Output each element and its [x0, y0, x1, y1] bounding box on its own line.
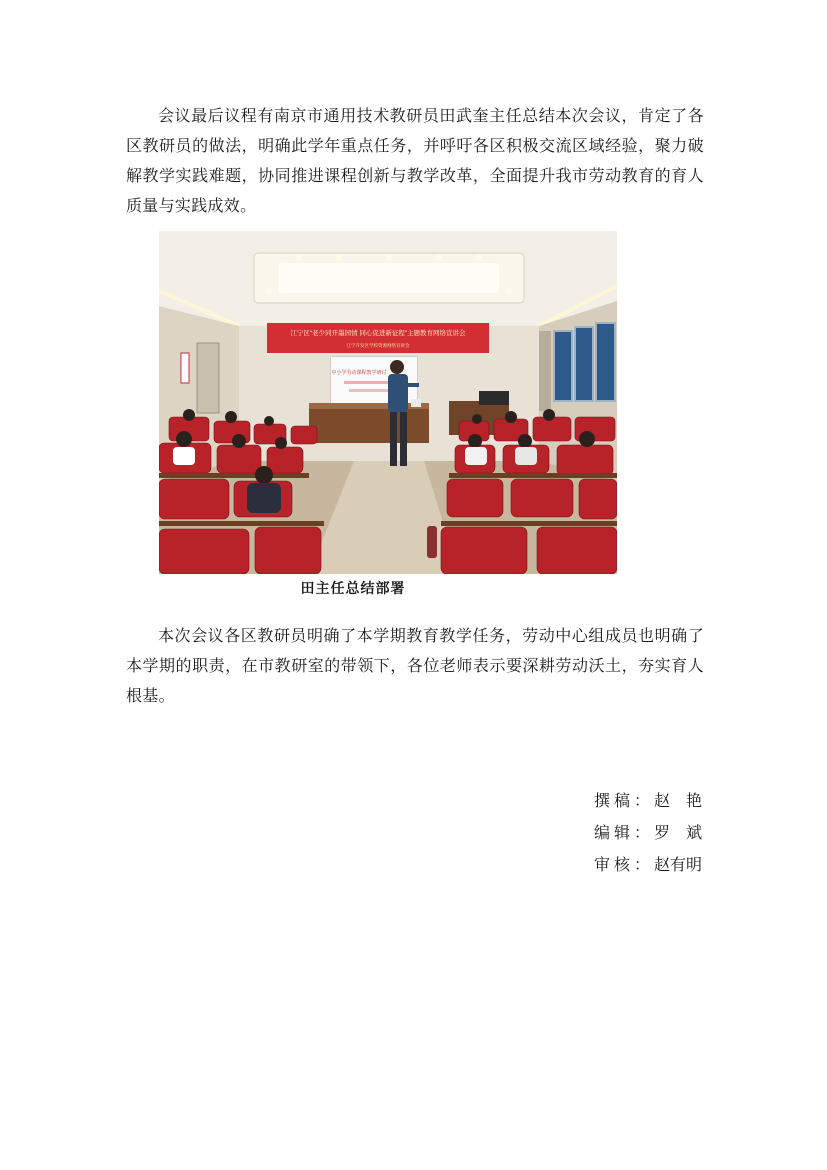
banner-line2: 江宁开发区学校资源网络宣讲会 — [346, 343, 410, 348]
credit-editor-name: 罗 斌 — [654, 823, 703, 842]
credit-reviewer-label: 审核： — [594, 855, 655, 874]
credit-writer-label: 撰稿： — [594, 791, 655, 810]
credit-reviewer-name: 赵有明 — [654, 855, 703, 874]
credits-block — [594, 785, 702, 881]
credit-editor — [594, 817, 702, 849]
credit-reviewer — [594, 849, 702, 881]
photo-caption: 田主任总结部署 — [300, 581, 406, 597]
paragraph-meeting-summary: 会议最后议程有南京市通用技术教研员田武奎主任总结本次会议，肯定了各区教研员的做法，明确此学年重点任务，并呼吁各区积极交流区域经验，聚力破解教学实践难题，协同推进课程创新与教学改革，全面提升我市劳动教育的育人质量与实践成效。 — [126, 106, 704, 215]
credit-writer — [594, 785, 702, 817]
banner-line1: 江宁区“老少同开墨园情 同心促进新征程”主题教育网络宣讲会 — [290, 330, 466, 337]
paragraph-conclusion: 本次会议各区教研员明确了本学期教育教学任务，劳动中心组成员也明确了本学期的职责，在市教研室的带领下，各位老师表示要深耕劳动沃土，夯实育人根基。 — [126, 626, 704, 705]
screen-title: 中小学劳动课程教学研讨 — [331, 370, 387, 376]
credit-writer-name: 赵 艳 — [654, 791, 703, 810]
meeting-photo — [159, 231, 617, 574]
credit-editor-label: 编辑： — [594, 823, 655, 842]
